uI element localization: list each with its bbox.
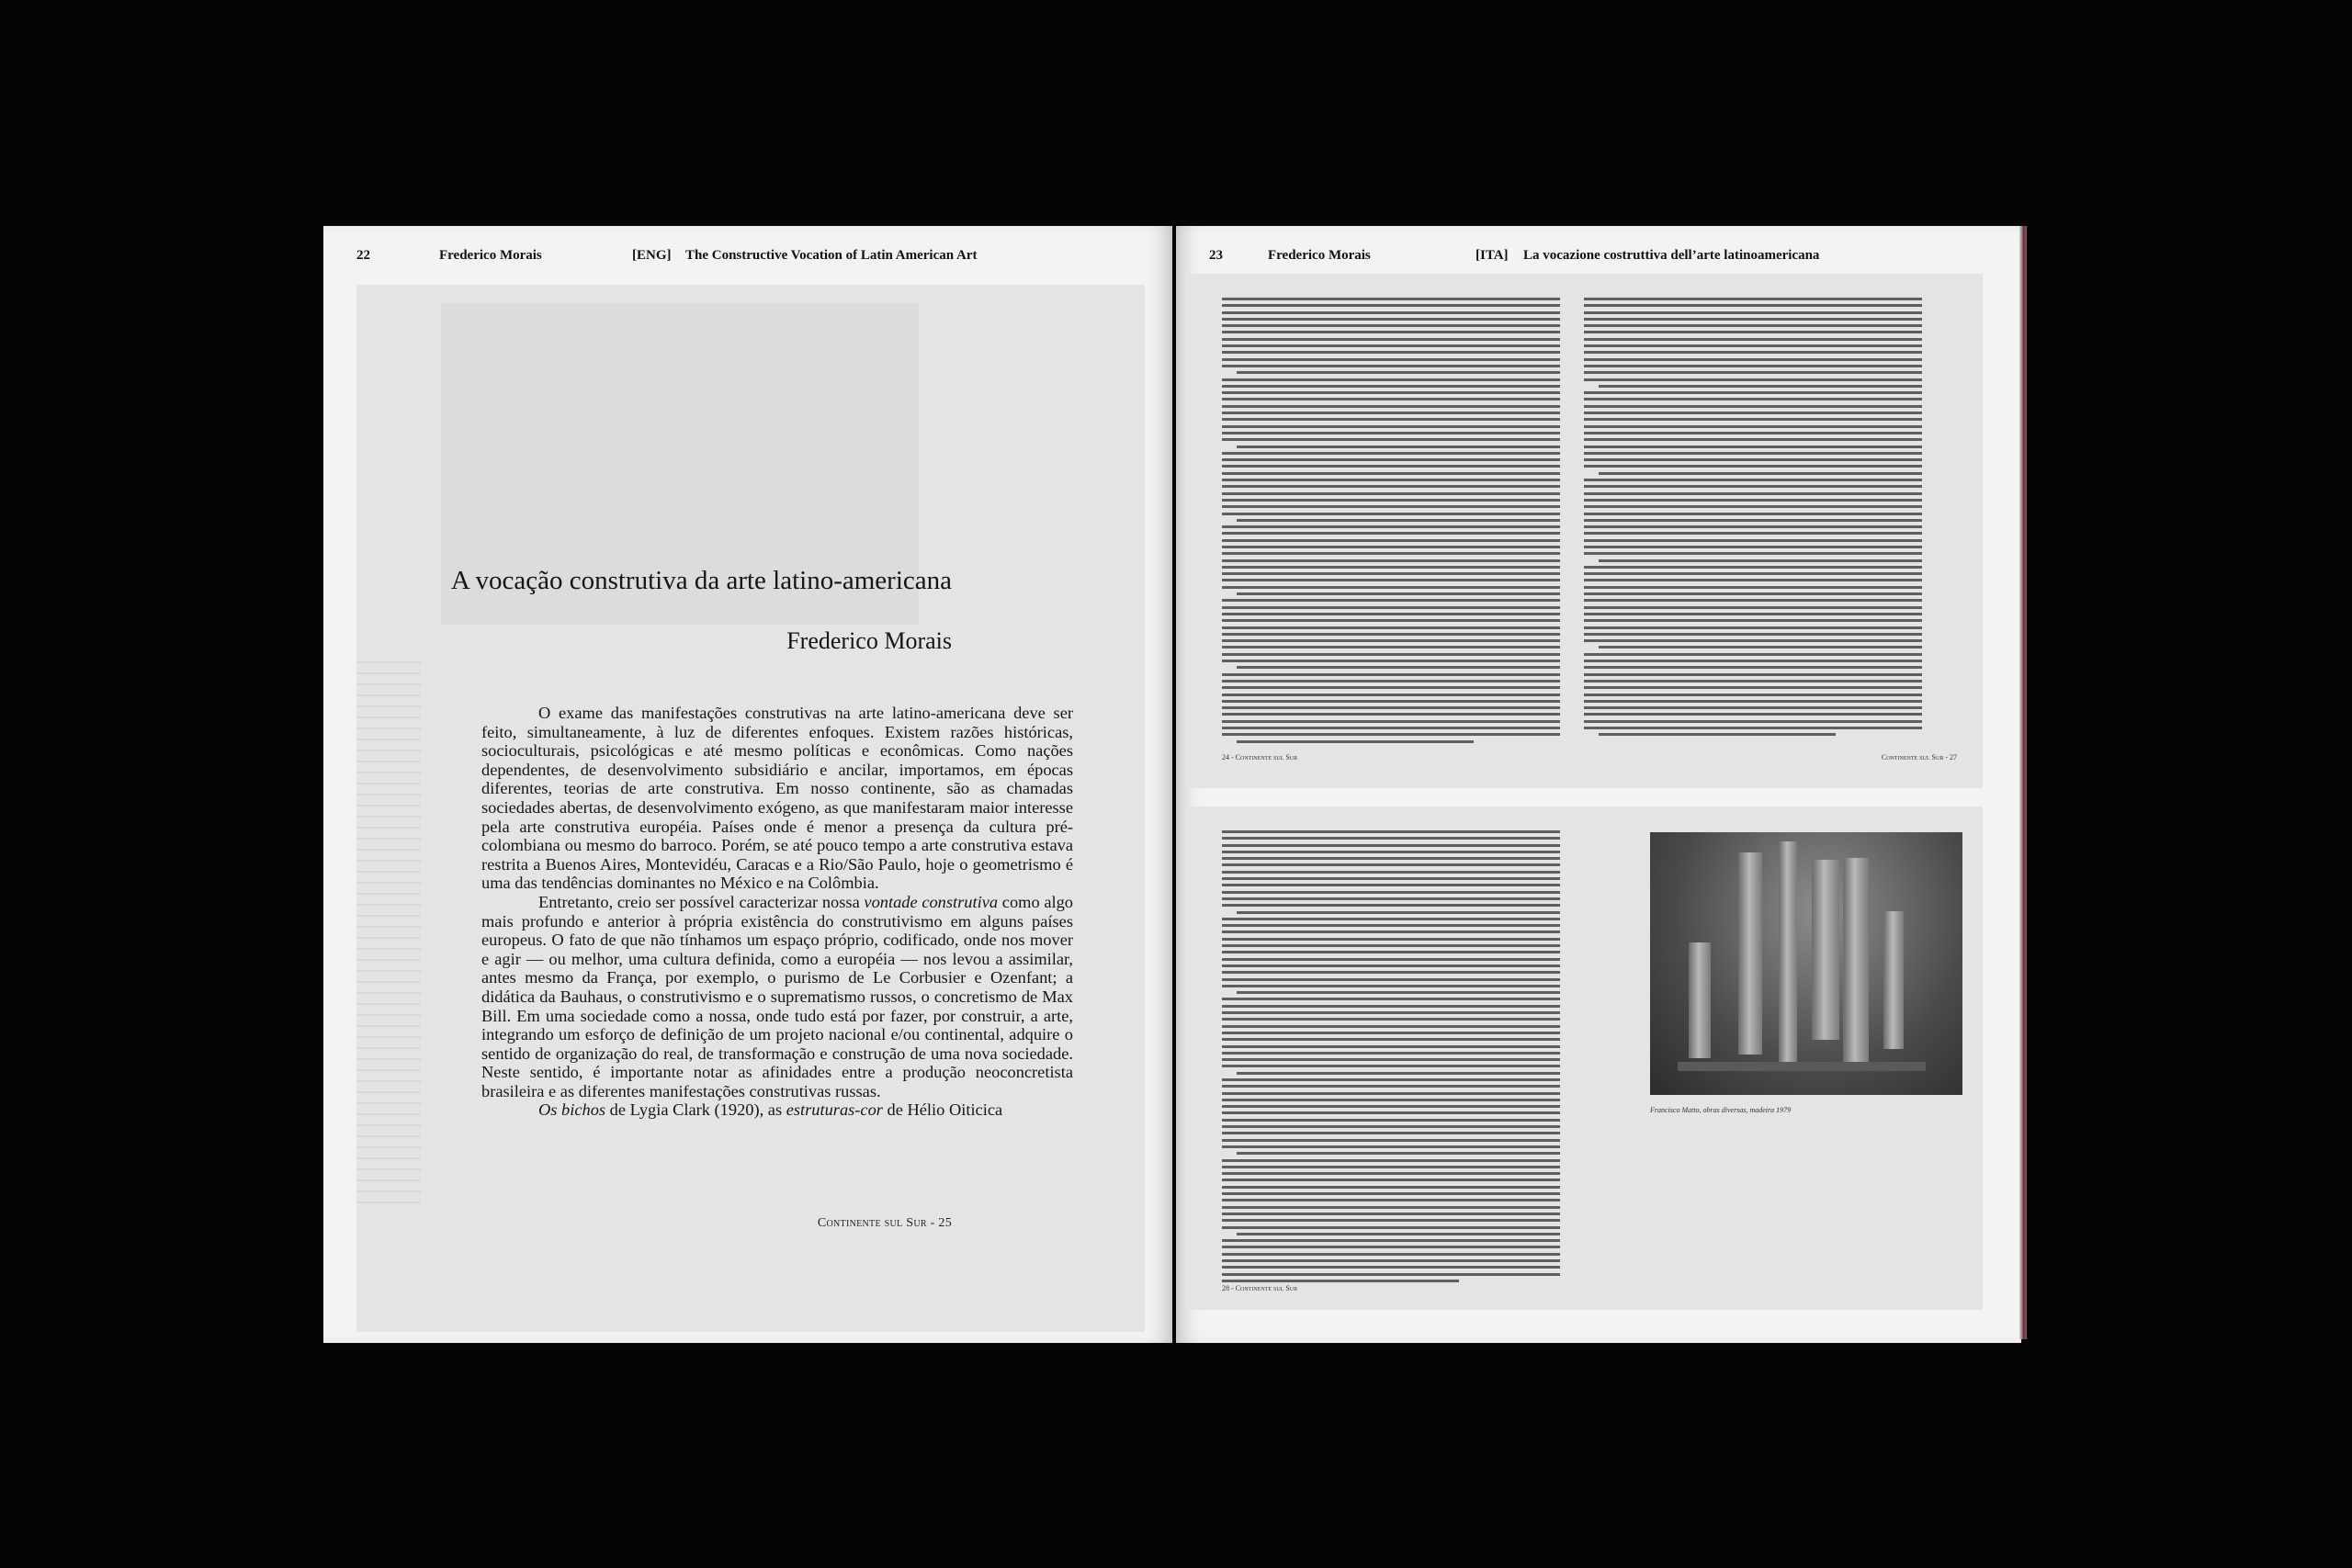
placeholder-text-line [1584, 626, 1922, 629]
placeholder-text-line [1222, 358, 1560, 361]
placeholder-text-line [1222, 1065, 1560, 1067]
photo-caption: Francisco Matto, obras diversas, madeira 1979 [1650, 1106, 1792, 1114]
placeholder-text-line [1222, 877, 1560, 880]
right-bottom-facsimile [1185, 807, 1983, 1310]
placeholder-text-line [1222, 465, 1560, 468]
placeholder-text-line [1584, 606, 1922, 609]
placeholder-text-line [1584, 432, 1922, 434]
placeholder-text-line [1222, 884, 1560, 886]
right-language-tag: [ITA] [1476, 248, 1509, 263]
placeholder-text-line [1222, 857, 1560, 860]
placeholder-text-line [1222, 1179, 1560, 1181]
placeholder-text-line [1222, 492, 1560, 495]
right-page [1176, 226, 2021, 1343]
placeholder-text-line [1584, 425, 1922, 428]
placeholder-text-line [1584, 686, 1922, 689]
placeholder-text-line [1222, 978, 1560, 981]
placeholder-text-line [1584, 391, 1922, 394]
placeholder-text-line [1222, 998, 1560, 1000]
placeholder-text-line [1222, 532, 1560, 535]
placeholder-text-line [1584, 485, 1922, 488]
placeholder-text-line [1222, 1219, 1560, 1222]
placeholder-text-line [1222, 694, 1560, 696]
sculpture-1 [1738, 852, 1762, 1055]
placeholder-text-line [1222, 653, 1560, 656]
placeholder-text-line [1599, 733, 1836, 736]
placeholder-text-line [1222, 1018, 1560, 1021]
placeholder-text-line [1599, 472, 1922, 475]
placeholder-text-line [1222, 1085, 1560, 1088]
placeholder-text-line [1222, 931, 1560, 933]
placeholder-text-line [1584, 653, 1922, 656]
placeholder-text-line [1222, 639, 1560, 642]
placeholder-text-line [1237, 911, 1560, 914]
placeholder-text-line [1222, 686, 1560, 689]
placeholder-text-line [1599, 385, 1922, 388]
placeholder-text-line [1584, 318, 1922, 321]
article-body [481, 704, 1073, 1120]
placeholder-text-line [1222, 1273, 1560, 1276]
placeholder-text-line [1584, 566, 1922, 569]
placeholder-text-line [1222, 1206, 1560, 1209]
left-running-author: Frederico Morais [439, 248, 542, 263]
placeholder-text-line [1222, 1011, 1560, 1014]
placeholder-text-line [1222, 1125, 1560, 1128]
placeholder-text-line [1584, 525, 1922, 528]
placeholder-text-line [1222, 1045, 1560, 1048]
placeholder-text-line [1584, 344, 1922, 347]
text-column-top-right [1584, 298, 1922, 740]
placeholder-text-line [1222, 720, 1560, 723]
text-column-top-left [1222, 298, 1560, 747]
placeholder-text-line [1222, 1226, 1560, 1229]
placeholder-text-line [1222, 713, 1560, 716]
placeholder-text-line [1584, 700, 1922, 703]
placeholder-text-line [1237, 371, 1560, 374]
right-running-title: La vocazione costruttiva dell’arte latinoamericana [1523, 248, 1820, 263]
placeholder-text-line [1222, 837, 1560, 840]
sculpture-5 [1883, 911, 1904, 1049]
placeholder-text-line [1222, 646, 1560, 649]
placeholder-text-line [1584, 532, 1922, 535]
placeholder-text-line [1222, 1132, 1560, 1134]
placeholder-text-line [1222, 552, 1560, 555]
placeholder-text-line [1222, 559, 1560, 562]
placeholder-text-line [1222, 1166, 1560, 1168]
bottom-footer-left: 28 - Continente sul Sur [1222, 1284, 1298, 1292]
sculpture-2 [1779, 841, 1797, 1071]
placeholder-text-line [1584, 479, 1922, 481]
text-column-bottom-left [1222, 830, 1560, 1286]
placeholder-text-line [1584, 298, 1922, 300]
placeholder-text-line [1222, 351, 1560, 354]
paragraph-3: Os bichos de Lygia Clark (1920), as estruturas-cor de Hélio Oiticica [538, 1100, 1003, 1120]
left-language-tag: [ENG] [632, 248, 672, 263]
top-footer-right: Continente sul Sur - 27 [1881, 753, 1957, 761]
right-page-number: 23 [1209, 248, 1223, 263]
placeholder-text-line [1222, 546, 1560, 548]
left-running-title: The Constructive Vocation of Latin American Art [685, 248, 978, 263]
placeholder-text-line [1222, 1280, 1459, 1282]
placeholder-text-line [1222, 1052, 1560, 1055]
placeholder-text-line [1222, 871, 1560, 874]
placeholder-text-line [1222, 944, 1560, 947]
placeholder-text-line [1222, 324, 1560, 327]
placeholder-text-line [1222, 938, 1560, 941]
placeholder-text-line [1584, 660, 1922, 662]
placeholder-text-line [1584, 338, 1922, 341]
placeholder-text-line [1222, 479, 1560, 481]
placeholder-text-line [1584, 586, 1922, 589]
placeholder-text-line [1222, 626, 1560, 629]
placeholder-text-line [1222, 633, 1560, 636]
placeholder-text-line [1222, 513, 1560, 515]
placeholder-text-line [1222, 1186, 1560, 1189]
placeholder-text-line [1222, 398, 1560, 400]
placeholder-text-line [1584, 499, 1922, 502]
left-running-head [356, 248, 1145, 270]
placeholder-text-line [1584, 398, 1922, 400]
placeholder-text-line [1584, 727, 1922, 729]
placeholder-text-line [1237, 446, 1560, 448]
placeholder-text-line [1584, 358, 1922, 361]
placeholder-text-line [1222, 405, 1560, 408]
placeholder-text-line [1237, 1152, 1560, 1155]
top-footer-left: 24 - Continente sul Sur [1222, 753, 1298, 761]
placeholder-text-line [1584, 572, 1922, 575]
placeholder-text-line [1222, 830, 1560, 833]
placeholder-text-line [1599, 646, 1922, 649]
placeholder-text-line [1584, 365, 1922, 367]
page-edge [2019, 226, 2027, 1339]
placeholder-text-line [1222, 1246, 1560, 1248]
placeholder-text-line [1222, 1078, 1560, 1081]
emphasis-estruturas-cor: estruturas-cor [786, 1100, 883, 1120]
placeholder-text-line [1222, 1025, 1560, 1028]
placeholder-text-line [1237, 592, 1560, 595]
placeholder-text-line [1222, 1213, 1560, 1215]
placeholder-text-line [1584, 519, 1922, 522]
placeholder-text-line [1222, 525, 1560, 528]
left-page-footer: Continente sul Sur - 25 [817, 1216, 952, 1230]
placeholder-text-line [1599, 559, 1922, 562]
placeholder-text-line [1584, 579, 1922, 581]
placeholder-text-line [1222, 891, 1560, 894]
placeholder-text-line [1584, 446, 1922, 448]
placeholder-text-line [1222, 485, 1560, 488]
placeholder-text-line [1584, 619, 1922, 622]
placeholder-text-line [1222, 727, 1560, 729]
placeholder-text-line [1222, 344, 1560, 347]
placeholder-text-line [1222, 438, 1560, 441]
placeholder-text-line [1222, 391, 1560, 394]
placeholder-text-line [1222, 311, 1560, 314]
placeholder-text-line [1222, 904, 1560, 907]
right-running-author: Frederico Morais [1268, 248, 1371, 263]
placeholder-text-line [1584, 418, 1922, 421]
placeholder-text-line [1222, 385, 1560, 388]
placeholder-text-line [1222, 418, 1560, 421]
placeholder-text-line [1222, 1139, 1560, 1142]
placeholder-text-line [1222, 863, 1560, 866]
placeholder-text-line [1237, 740, 1474, 743]
placeholder-text-line [1584, 673, 1922, 676]
placeholder-text-line [1222, 1239, 1560, 1242]
placeholder-text-line [1222, 1119, 1560, 1122]
paragraph-1: O exame das manifestações construtivas na arte latino-americana deve ser feito, simultaneamente, à luz de diferentes enfoques. Existem razões históricas, socioculturais, psicológicas e até mesmo políticas e econômicas. Como nações dependentes, de desenvolvimento subsidiário e ancilar, importamos, em épocas diferentes, teorias de arte construtiva. Em nosso continente, são as chamadas sociedades abertas, de desenvolvimento exógeno, as que manifestaram maior interesse pela arte construtiva européia. Países onde é menor a presença da cultura pré-colombiana ou mesmo do barroco. Porém, se até pouco tempo a arte construtiva estava restrita a Buenos Aires, Montevidéu, Caracas e a Rio/São Paulo, hoje o geometrismo é uma das tendências dominantes no México e na Colômbia. [481, 704, 1073, 893]
placeholder-text-line [1222, 452, 1560, 455]
placeholder-text-line [1222, 304, 1560, 307]
placeholder-text-line [1222, 572, 1560, 575]
sculpture-4 [1843, 858, 1869, 1069]
placeholder-text-line [1222, 660, 1560, 662]
placeholder-text-line [1222, 1192, 1560, 1195]
placeholder-text-line [1222, 1172, 1560, 1175]
placeholder-text-line [1584, 351, 1922, 354]
placeholder-text-line [1237, 666, 1560, 669]
placeholder-text-line [1222, 425, 1560, 428]
placeholder-text-line [1584, 458, 1922, 461]
placeholder-text-line [1222, 700, 1560, 703]
placeholder-text-line [1237, 991, 1560, 994]
left-page [323, 226, 1172, 1343]
placeholder-text-line [1222, 298, 1560, 300]
placeholder-text-line [1222, 599, 1560, 602]
right-top-facsimile [1185, 274, 1983, 788]
placeholder-text-line [1222, 851, 1560, 853]
placeholder-text-line [1222, 706, 1560, 709]
placeholder-text-line [1222, 1259, 1560, 1262]
placeholder-text-line [1584, 492, 1922, 495]
placeholder-text-line [1584, 539, 1922, 542]
placeholder-text-line [1222, 378, 1560, 381]
placeholder-text-line [1584, 720, 1922, 723]
placeholder-text-line [1584, 706, 1922, 709]
placeholder-text-line [1222, 673, 1560, 676]
placeholder-text-line [1222, 1058, 1560, 1061]
placeholder-text-line [1584, 513, 1922, 515]
placeholder-text-line [1222, 458, 1560, 461]
placeholder-text-line [1222, 1105, 1560, 1108]
left-page-number: 22 [356, 248, 370, 263]
placeholder-text-line [1222, 964, 1560, 967]
placeholder-text-line [1222, 918, 1560, 920]
placeholder-text-line [1222, 733, 1560, 736]
article-title: A vocação construtiva da arte latino-americana [450, 566, 952, 595]
placeholder-text-line [1222, 1005, 1560, 1008]
placeholder-text-line [1584, 613, 1922, 615]
placeholder-text-line [1237, 519, 1560, 522]
emphasis-os-bichos: Os bichos [538, 1100, 606, 1120]
sculpture-base [1678, 1062, 1926, 1071]
placeholder-text-line [1222, 412, 1560, 414]
placeholder-text-line [1584, 465, 1922, 468]
placeholder-text-line [1222, 985, 1560, 987]
placeholder-text-line [1584, 666, 1922, 669]
placeholder-text-line [1222, 619, 1560, 622]
placeholder-text-line [1584, 552, 1922, 555]
placeholder-text-line [1222, 951, 1560, 953]
placeholder-text-line [1584, 505, 1922, 508]
placeholder-text-line [1222, 539, 1560, 542]
placeholder-text-line [1222, 331, 1560, 333]
placeholder-text-line [1584, 639, 1922, 642]
placeholder-text-line [1584, 412, 1922, 414]
placeholder-text-line [1222, 1266, 1560, 1269]
placeholder-text-line [1222, 472, 1560, 475]
placeholder-text-line [1222, 499, 1560, 502]
placeholder-text-line [1222, 1038, 1560, 1041]
placeholder-text-line [1222, 365, 1560, 367]
placeholder-text-line [1222, 606, 1560, 609]
placeholder-text-line [1222, 1159, 1560, 1162]
placeholder-text-line [1222, 1145, 1560, 1148]
placeholder-text-line [1584, 331, 1922, 333]
sculpture-6 [1689, 942, 1711, 1058]
placeholder-text-line [1222, 338, 1560, 341]
placeholder-text-line [1584, 599, 1922, 602]
placeholder-text-line [1584, 713, 1922, 716]
placeholder-text-line [1222, 586, 1560, 589]
placeholder-text-line [1222, 897, 1560, 900]
placeholder-text-line [1584, 324, 1922, 327]
placeholder-text-line [1222, 971, 1560, 974]
placeholder-text-line [1222, 1032, 1560, 1034]
placeholder-text-line [1222, 1111, 1560, 1114]
article-author: Frederico Morais [786, 627, 952, 654]
placeholder-text-line [1584, 304, 1922, 307]
placeholder-text-line [1584, 378, 1922, 381]
sculpture-3 [1812, 860, 1839, 1040]
placeholder-text-line [1222, 318, 1560, 321]
placeholder-text-line [1237, 1233, 1560, 1235]
placeholder-text-line [1222, 924, 1560, 927]
ghost-text-lines [356, 661, 421, 1213]
paragraph-2: Entretanto, creio ser possível caracterizar nossa vontade construtiva como algo mais profundo e anterior à própria existência do construtivismo em alguns países europeus. O fato de que não tínhamos um espaço próprio, codificado, onde nos mover e agir — ou melhor, uma cultura definida, como a européia — nos levou a assimilar, antes mesmo da França, por exemplo, o purismo de Le Corbusier e Ozenfant; a didática da Bauhaus, o construtivismo e o suprematismo russos, o concretismo de Max Bill. Em uma sociedade como a nossa, onde tudo está por fazer, por construir, a arte, integrando um esforço de definição de um projeto nacional e/ou continental, adquire o sentido de organização do real, de transformação e construção de uma nova sociedade. Neste sentido, é importante notar as afinidades entre a produção neoconcretista brasileira e as diferentes manifestações construtivas russas. [481, 892, 1073, 1100]
placeholder-text-line [1222, 844, 1560, 847]
placeholder-text-line [1584, 438, 1922, 441]
placeholder-text-line [1584, 371, 1922, 374]
placeholder-text-line [1584, 694, 1922, 696]
right-running-head [1209, 248, 1994, 270]
placeholder-text-line [1222, 613, 1560, 615]
placeholder-text-line [1222, 958, 1560, 961]
placeholder-text-line [1222, 432, 1560, 434]
placeholder-text-line [1584, 680, 1922, 682]
left-facsimile-page [356, 285, 1145, 1332]
placeholder-text-line [1222, 680, 1560, 682]
placeholder-text-line [1222, 1253, 1560, 1256]
placeholder-text-line [1222, 566, 1560, 569]
placeholder-text-line [1584, 452, 1922, 455]
placeholder-text-line [1584, 592, 1922, 595]
placeholder-text-line [1222, 1199, 1560, 1201]
placeholder-text-line [1584, 546, 1922, 548]
placeholder-text-line [1222, 505, 1560, 508]
placeholder-text-line [1584, 311, 1922, 314]
sculpture-photo [1650, 832, 1962, 1095]
placeholder-text-line [1222, 1092, 1560, 1095]
placeholder-text-line [1584, 405, 1922, 408]
placeholder-text-line [1237, 1072, 1560, 1075]
placeholder-text-line [1584, 633, 1922, 636]
placeholder-text-line [1222, 1099, 1560, 1101]
placeholder-text-line [1222, 579, 1560, 581]
emphasis-vontade-construtiva: vontade construtiva [864, 892, 999, 911]
